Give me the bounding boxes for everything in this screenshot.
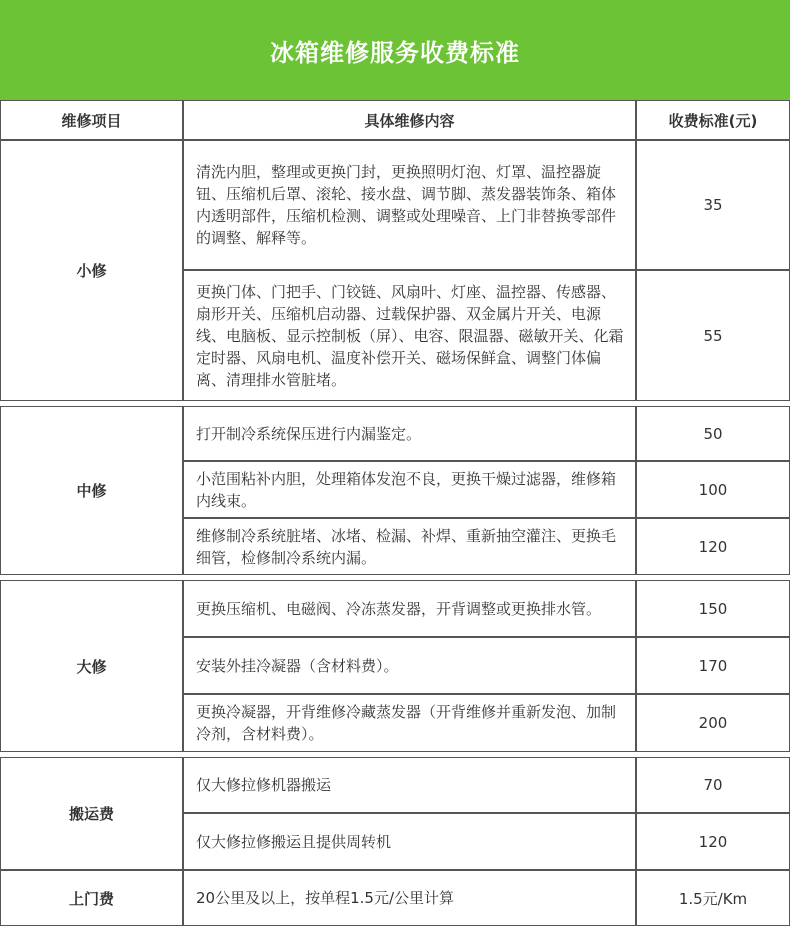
content-cell: 打开制冷系统保压进行内漏鉴定。 xyxy=(183,406,636,461)
fee-table xyxy=(0,100,790,926)
price-cell: 100 xyxy=(636,461,790,518)
price-cell: 120 xyxy=(636,813,790,870)
category-cell: 大修 xyxy=(0,580,183,752)
title-banner xyxy=(0,0,790,100)
category-cell: 上门费 xyxy=(0,870,183,926)
content-cell: 安装外挂冷凝器（含材料费）。 xyxy=(183,637,636,694)
table-row xyxy=(0,757,790,813)
header-category: 维修项目 xyxy=(0,100,183,140)
content-cell: 更换压缩机、电磁阀、冷冻蒸发器，开背调整或更换排水管。 xyxy=(183,580,636,637)
price-cell: 200 xyxy=(636,694,790,752)
table-row xyxy=(0,140,790,270)
category-cell: 中修 xyxy=(0,406,183,575)
category-cell: 小修 xyxy=(0,140,183,401)
price-cell: 50 xyxy=(636,406,790,461)
table-row xyxy=(0,580,790,637)
page-title: 冰箱维修服务收费标准 xyxy=(270,38,520,67)
price-cell: 170 xyxy=(636,637,790,694)
category-cell: 搬运费 xyxy=(0,757,183,870)
price-cell: 1.5元/Km xyxy=(636,870,790,926)
price-cell: 35 xyxy=(636,140,790,270)
content-cell: 仅大修拉修搬运且提供周转机 xyxy=(183,813,636,870)
header-price: 收费标准(元) xyxy=(636,100,790,140)
table-row xyxy=(0,406,790,461)
price-cell: 70 xyxy=(636,757,790,813)
content-cell: 仅大修拉修机器搬运 xyxy=(183,757,636,813)
content-cell: 小范围粘补内胆，处理箱体发泡不良，更换干燥过滤器，维修箱内线束。 xyxy=(183,461,636,518)
content-cell: 20公里及以上，按单程1.5元/公里计算 xyxy=(183,870,636,926)
price-cell: 120 xyxy=(636,518,790,575)
table-row xyxy=(0,870,790,926)
price-cell: 150 xyxy=(636,580,790,637)
content-cell: 清洗内胆，整理或更换门封，更换照明灯泡、灯罩、温控器旋钮、压缩机后罩、滚轮、接水盘、调节脚、蒸发器装饰条、箱体内透明部件，压缩机检测、调整或处理噪音、上门非替换零部件的调整、解释等。 xyxy=(183,140,636,270)
header-content: 具体维修内容 xyxy=(183,100,636,140)
content-cell: 更换冷凝器，开背维修冷藏蒸发器（开背维修并重新发泡、加制冷剂，含材料费）。 xyxy=(183,694,636,752)
content-cell: 维修制冷系统脏堵、冰堵、检漏、补焊、重新抽空灌注、更换毛细管，检修制冷系统内漏。 xyxy=(183,518,636,575)
price-cell: 55 xyxy=(636,270,790,401)
table-header-row xyxy=(0,100,790,140)
content-cell: 更换门体、门把手、门铰链、风扇叶、灯座、温控器、传感器、扇形开关、压缩机启动器、过载保护器、双金属片开关、电源线、电脑板、显示控制板（屏）、电容、限温器、磁敏开关、化霜定时器、风扇电机、温度补偿开关、磁场保鲜盒、调整门体偏离、清理排水管脏堵。 xyxy=(183,270,636,401)
